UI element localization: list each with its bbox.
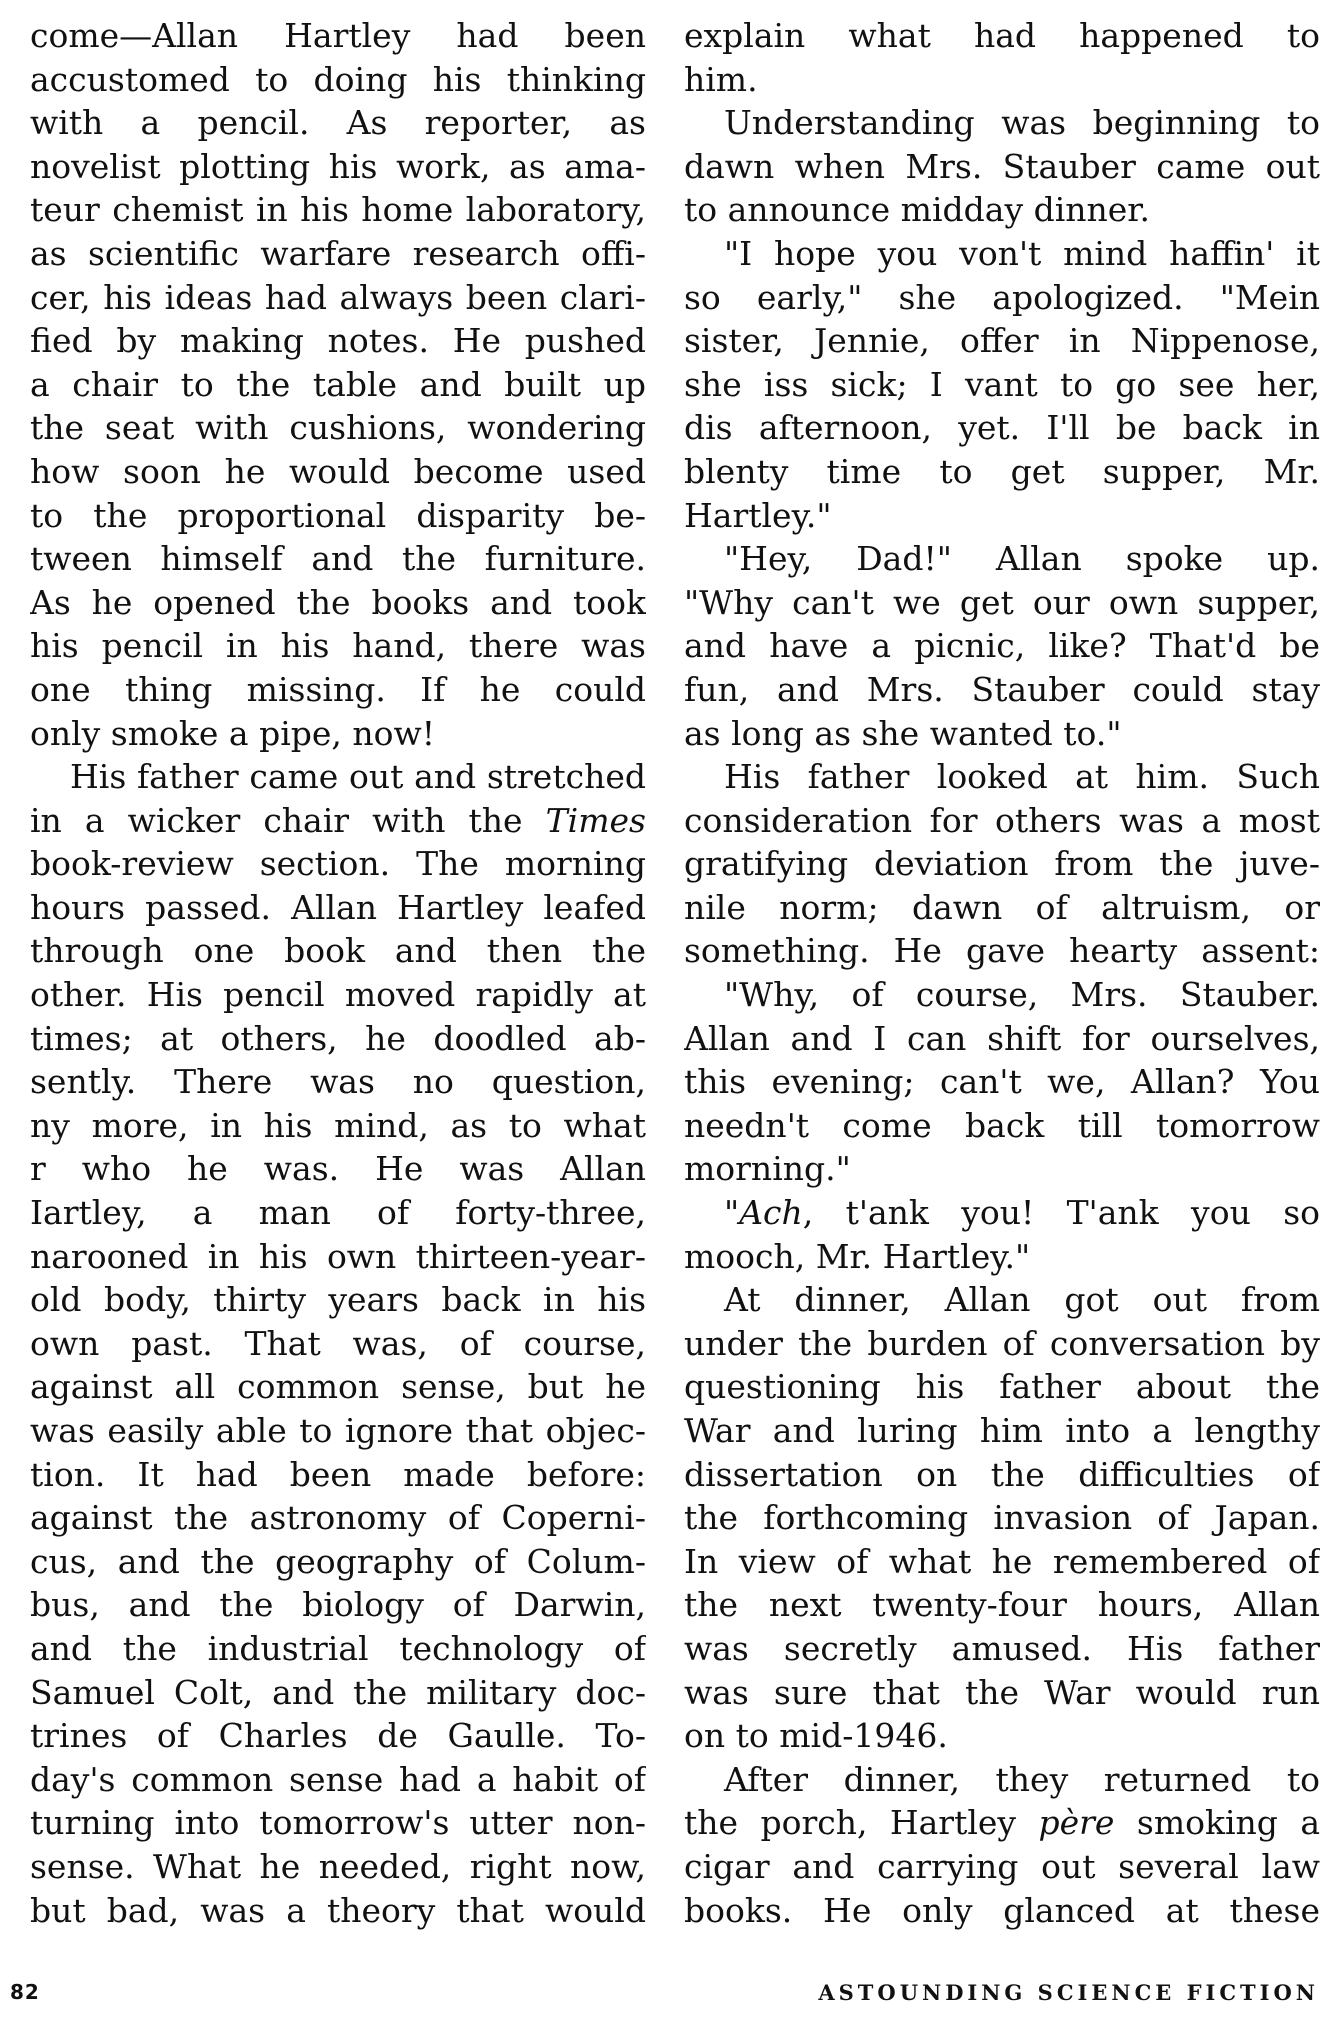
text-line: dawn when Mrs. Stauber came out (684, 146, 1320, 186)
text-line: After dinner, they returned to (724, 1759, 1320, 1799)
text-line: day's common sense had a habit of (30, 1759, 646, 1799)
text-line: so early," she apologized. "Mein (684, 277, 1320, 317)
left-text-column (30, 14, 646, 1932)
text-line: tion. It had been made before: (30, 1454, 646, 1494)
text-line: mooch, Mr. Hartley." (684, 1236, 1031, 1276)
text-line: morning." (684, 1149, 851, 1189)
text-line: come—Allan Hartley had been (30, 16, 646, 55)
text-line: cigar and carrying out several law (684, 1846, 1320, 1886)
text-line: "Ach, t'ank you! T'ank you so (724, 1193, 1320, 1233)
text-line: explain what had happened to (684, 16, 1320, 55)
text-line: to announce midday dinner. (684, 190, 1150, 230)
text-line: bus, and the biology of Darwin, (30, 1585, 646, 1625)
text-line: through one book and then the (30, 931, 646, 971)
text-line: and have a picnic, like? That'd be (684, 626, 1320, 666)
text-line: blenty time to get supper, Mr. (684, 451, 1320, 491)
text-line: on to mid-1946. (684, 1716, 948, 1756)
text-line: but bad, was a theory that would (30, 1890, 646, 1930)
text-line: the porch, Hartley père smoking a (684, 1803, 1320, 1843)
text-line: needn't come back till tomorrow (684, 1105, 1320, 1145)
text-line: fun, and Mrs. Stauber could stay (684, 669, 1320, 709)
text-line: one thing missing. If he could (30, 669, 646, 709)
text-line: was easily able to ignore that objec- (30, 1411, 646, 1450)
text-line: novelist plotting his work, as ama- (30, 146, 646, 186)
text-line: "I hope you von't mind haffin' it (724, 233, 1320, 273)
text-line: nile norm; dawn of altruism, or (684, 887, 1320, 927)
text-line: the next twenty-four hours, Allan (684, 1585, 1320, 1625)
text-line: old body, thirty years back in his (30, 1280, 646, 1320)
text-line: was sure that the War would run (684, 1672, 1320, 1712)
text-line: sister, Jennie, offer in Nippenose, (684, 321, 1320, 361)
text-line: Samuel Colt, and the military doc- (30, 1672, 646, 1712)
text-line: accustomed to doing his thinking (30, 59, 646, 99)
text-line: ny more, in his mind, as to what (30, 1105, 646, 1145)
text-line: only smoke a pipe, now! (30, 713, 436, 753)
text-line: His father looked at him. Such (724, 757, 1320, 797)
text-line: something. He gave hearty assent: (684, 931, 1320, 971)
text-line: she iss sick; I vant to go see her, (684, 364, 1320, 404)
text-line: other. His pencil moved rapidly at (30, 975, 646, 1015)
text-line: dis afternoon, yet. I'll be back in (684, 408, 1320, 448)
text-line: with a pencil. As reporter, as (30, 103, 646, 143)
text-line: a chair to the table and built up (30, 364, 646, 404)
text-line: questioning his father about the (684, 1367, 1320, 1407)
text-line: to the proportional disparity be- (30, 495, 646, 535)
text-line: hours passed. Allan Hartley leafed (30, 887, 646, 927)
text-line: own past. That was, of course, (30, 1323, 646, 1363)
text-line: the seat with cushions, wondering (30, 408, 646, 448)
text-line: the forthcoming invasion of Japan. (684, 1498, 1320, 1538)
text-line: was secretly amused. His father (684, 1628, 1320, 1668)
text-line: as long as she wanted to." (684, 713, 1122, 753)
text-line: book-review section. The morning (30, 844, 646, 884)
text-line: "Hey, Dad!" Allan spoke up. (724, 539, 1320, 579)
text-line: cer, his ideas had always been clari- (30, 277, 646, 317)
text-line: against all common sense, but he (30, 1367, 646, 1407)
text-line: His father came out and stretched (70, 757, 646, 797)
text-line: under the burden of conversation by (684, 1323, 1320, 1363)
page-number: 82 (10, 1980, 40, 2004)
text-line: dissertation on the difficulties of (684, 1454, 1320, 1494)
text-line: in a wicker chair with the Times (30, 800, 646, 840)
text-line: Allan and I can shift for ourselves, (684, 1018, 1320, 1058)
text-line: Hartley." (684, 495, 832, 535)
text-line: how soon he would become used (30, 451, 646, 491)
text-line: "Why can't we get our own supper, (684, 582, 1320, 622)
text-line: tween himself and the furniture. (30, 539, 646, 579)
text-line: sense. What he needed, right now, (30, 1846, 646, 1886)
text-line: r who he was. He was Allan (30, 1149, 646, 1189)
text-line: fied by making notes. He pushed (30, 321, 646, 361)
text-line: as scientific warfare research offi- (30, 233, 646, 273)
text-line: this evening; can't we, Allan? You (684, 1062, 1320, 1102)
text-line: sently. There was no question, (30, 1062, 646, 1102)
running-footer-title: ASTOUNDING SCIENCE FICTION (818, 1980, 1319, 2005)
text-line: War and luring him into a lengthy (684, 1411, 1320, 1450)
text-line: trines of Charles de Gaulle. To- (30, 1716, 646, 1756)
text-line: and the industrial technology of (30, 1628, 646, 1668)
text-line: his pencil in his hand, there was (30, 626, 646, 666)
text-line: against the astronomy of Coperni- (30, 1498, 646, 1538)
text-line: cus, and the geography of Colum- (30, 1541, 646, 1581)
right-text-column (684, 14, 1320, 1932)
text-line: narooned in his own thirteen-year- (30, 1236, 646, 1276)
text-line: turning into tomorrow's utter non- (30, 1803, 646, 1843)
text-line: times; at others, he doodled ab- (30, 1018, 646, 1058)
text-line: consideration for others was a most (684, 800, 1320, 840)
text-line: Understanding was beginning to (724, 103, 1320, 143)
text-line: "Why, of course, Mrs. Stauber. (724, 975, 1320, 1015)
text-line: gratifying deviation from the juve- (684, 844, 1320, 884)
text-line: Iartley, a man of forty-three, (30, 1193, 646, 1233)
text-line: In view of what he remembered of (684, 1541, 1320, 1581)
text-line: As he opened the books and took (30, 582, 646, 622)
text-line: him. (684, 59, 758, 99)
text-line: At dinner, Allan got out from (724, 1280, 1320, 1320)
text-line: teur chemist in his home laboratory, (30, 190, 646, 230)
text-line: books. He only glanced at these (684, 1890, 1320, 1930)
